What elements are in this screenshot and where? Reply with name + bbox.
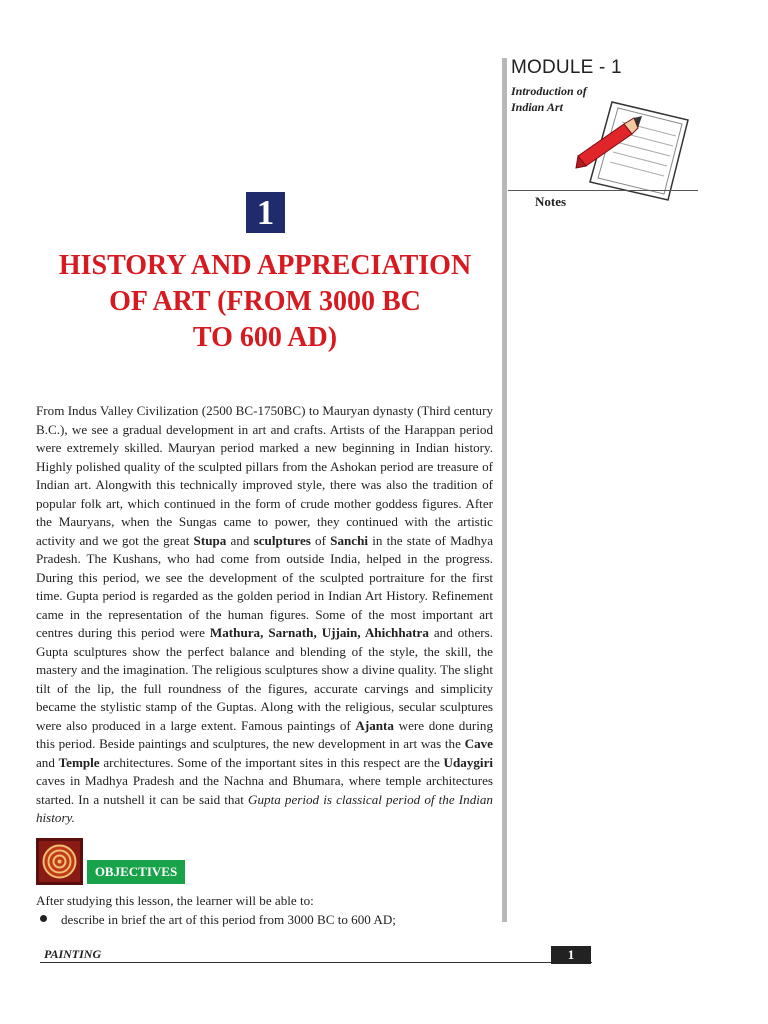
chapter-title-line: TO 600 AD) <box>192 322 338 353</box>
bold-term: Cave <box>464 736 493 751</box>
objectives-spiral-icon <box>36 838 83 885</box>
objectives-label: OBJECTIVES <box>87 860 185 884</box>
paragraph-text: were done during this period. Beside paintings and sculptures, the new development in art was the <box>36 717 493 751</box>
intro-paragraph <box>36 402 493 828</box>
paragraph-text: architectures. Some of the important sites in this respect are the <box>99 754 444 770</box>
bold-term: Temple <box>58 754 100 770</box>
chapter-title-line: OF ART (FROM 3000 BC <box>109 286 421 317</box>
bold-term: Stupa <box>193 532 227 548</box>
paragraph-text: From Indus Valley Civilization (2500 BC-1750BC) to Mauryan dynasty (Third century B.C.), we see a gradual development in art and crafts. Artists of the Harappan period were extremely skilled. Mauryan period marked a new beginning in Indian history. Highly polished quality of the sculpted pillars from the Ashokan period are treasure of Indian art. Alongwith this technically improved style, there was also the tradition of popular folk art, which continued in the form of crude mother goddess figures. After the Mauryans, when the Sungas came to power, they continued with the artistic activity and we got the great <box>36 403 493 548</box>
page-number: 1 <box>551 946 591 964</box>
footer-subject: PAINTING <box>44 947 102 961</box>
bold-term: Mathura, Sarnath, Ujjain, Ahichhatra <box>209 625 429 640</box>
notes-pencil-icon <box>572 98 698 204</box>
objective-item-text: describe in brief the art of this period from 3000 BC to 600 AD; <box>61 912 396 927</box>
module-subtitle: Introduction of Indian Art <box>511 84 587 114</box>
notes-label: Notes <box>535 194 567 209</box>
notes-rule <box>508 190 698 191</box>
footer-rule <box>40 962 592 963</box>
paragraph-text: and others. Gupta sculptures show the perfect balance and blending of the style, the skill, the mastery and the imagination. The religious sculptures show a divine quality. The slight tilt of the lip, the full roundness of the figures, accurate carvings and simplicity became the stylistic stamp of the Guptas. Along with the religious, secular sculptures were also produced in a large extent. Famous paintings of <box>36 625 493 733</box>
paragraph-text: and <box>36 754 59 770</box>
bullet-dot-icon <box>40 915 47 922</box>
paragraph-text: in the state of Madhya Pradesh. The Kushans, who had come from outside India, helped in the progress. During this period, we see the development of the sculpted portraiture for the first time. Gupta period is regarded as the golden period in Indian Art History. Refinement came in the representation of the human figures. Some of the most important art centres during this period were <box>36 532 494 640</box>
bold-term: sculptures <box>253 532 311 548</box>
chapter-title <box>40 248 490 356</box>
bold-term: Sanchi <box>330 532 369 548</box>
chapter-title-line: HISTORY AND APPRECIATION <box>58 250 472 281</box>
chapter-number: 1 <box>246 192 285 233</box>
bold-term: Udaygiri <box>443 754 494 770</box>
paragraph-text: and <box>226 532 254 548</box>
objectives-intro: After studying this lesson, the learner will be able to: <box>36 893 314 908</box>
objective-item <box>36 912 396 928</box>
module-heading: MODULE - 1 <box>511 57 622 78</box>
italic-phrase: Gupta period is classical period of the Indian history. <box>36 791 493 825</box>
bold-term: Ajanta <box>355 717 394 733</box>
paragraph-text: caves in Madhya Pradesh and the Nachna and Bhumara, where temple architectures started. In a nutshell it can be said that <box>36 773 493 807</box>
margin-divider <box>502 58 507 922</box>
paragraph-text: of <box>310 532 331 548</box>
